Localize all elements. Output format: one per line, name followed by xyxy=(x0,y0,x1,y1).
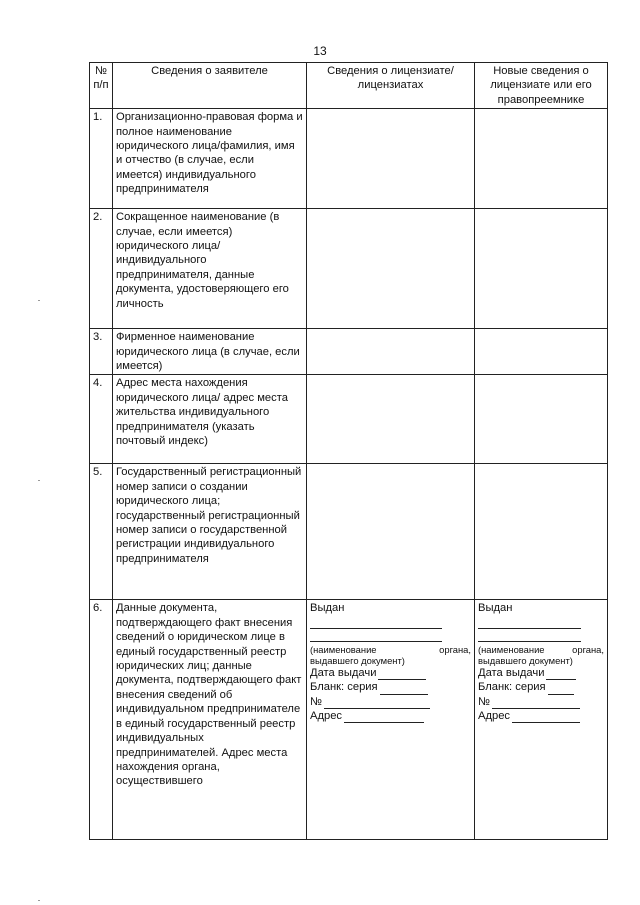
address-field[interactable] xyxy=(344,711,424,723)
table-row xyxy=(90,464,608,600)
issue-date-label: Дата выдачи xyxy=(310,666,377,679)
scan-artifact xyxy=(38,300,40,301)
form-series-label: Бланк: серия xyxy=(310,681,378,694)
issue-date-label: Дата выдачи xyxy=(478,666,545,679)
page-number: 13 xyxy=(313,44,327,58)
row-number: 5. xyxy=(90,464,113,600)
licensee-cell[interactable] xyxy=(307,209,475,329)
address-field[interactable] xyxy=(512,711,580,723)
row-number: 3. xyxy=(90,329,113,375)
licensee-cell[interactable] xyxy=(307,109,475,209)
row-number: 1. xyxy=(90,109,113,209)
new-info-cell[interactable] xyxy=(475,109,608,209)
license-info-table xyxy=(89,62,608,840)
row-label: Адрес места нахождения юридического лица/ адрес места жительства индивидуального предпринимателя (указать почтовый индекс) xyxy=(113,375,307,464)
number-field[interactable] xyxy=(324,697,430,709)
row-label: Фирменное наименование юридического лица (в случае, если имеется) xyxy=(113,329,307,375)
table-row xyxy=(90,600,608,840)
licensee-cell[interactable] xyxy=(307,464,475,600)
form-series-field[interactable] xyxy=(380,683,428,695)
table-row xyxy=(90,209,608,329)
form-series-label: Бланк: серия xyxy=(478,681,546,694)
new-info-cell[interactable] xyxy=(475,209,608,329)
table-row xyxy=(90,375,608,464)
row-label: Сокращенное наименование (в случае, если имеется) юридического лица/ индивидуального предпринимателя, данные документа, удостоверяющего его личность xyxy=(113,209,307,329)
issuer-note: выдавшего документ) xyxy=(478,654,573,666)
new-info-cell[interactable] xyxy=(475,464,608,600)
table-row xyxy=(90,329,608,375)
row-label: Государственный регистрационный номер записи о создании юридического лица; государственный регистрационный номер записи о государственной регистрации индивидуального предпринимателя xyxy=(113,464,307,600)
address-label: Адрес xyxy=(310,710,343,723)
issued-by-line[interactable] xyxy=(478,630,581,642)
issuer-note: (наименование xyxy=(310,643,377,655)
scan-artifact xyxy=(38,900,40,901)
header-licensee: Сведения о лицензиате/лицензиатах xyxy=(307,63,475,109)
row-number: 6. xyxy=(90,600,113,840)
row-number: 4. xyxy=(90,375,113,464)
number-field[interactable] xyxy=(492,697,580,709)
form-series-field[interactable] xyxy=(548,683,574,695)
address-label: Адрес xyxy=(478,710,511,723)
licensee-cell[interactable] xyxy=(307,375,475,464)
issue-date-field[interactable] xyxy=(378,668,426,680)
licensee-cell[interactable] xyxy=(307,329,475,375)
row-label: Организационно-правовая форма и полное наименование юридического лица/фамилия, имя и отчество (в случае, если имеется) индивидуального предпринимателя xyxy=(113,109,307,209)
new-info-cell[interactable] xyxy=(475,329,608,375)
new-issued-block xyxy=(475,600,608,840)
licensee-issued-block xyxy=(307,600,475,840)
number-label: № xyxy=(310,695,323,708)
issuer-note: органа, xyxy=(572,643,604,655)
table-header-row xyxy=(90,63,608,109)
issued-label: Выдан xyxy=(478,602,513,615)
issuer-note: (наименование xyxy=(478,643,545,655)
issued-by-line[interactable] xyxy=(310,617,442,629)
header-applicant: Сведения о заявителе xyxy=(113,63,307,109)
header-num: № п/п xyxy=(90,63,113,109)
row-label: Данные документа, подтверждающего факт внесения сведений о юридическом лице в единый государственный реестр юридических лиц; данные документа, подтверждающего факт внесения сведений об индивидуальном предпринимателе в единый государственный реестр индивидуальных предпринимателей. Адрес места нахождения органа, осуществившего xyxy=(113,600,307,840)
issued-label: Выдан xyxy=(310,602,345,615)
issued-by-line[interactable] xyxy=(478,617,581,629)
row-number: 2. xyxy=(90,209,113,329)
issuer-note: выдавшего документ) xyxy=(310,654,405,666)
issuer-note: органа, xyxy=(439,643,471,655)
scan-artifact xyxy=(38,480,40,481)
header-new-info: Новые сведения о лицензиате или его правопреемнике xyxy=(475,63,608,109)
issued-by-line[interactable] xyxy=(310,630,442,642)
new-info-cell[interactable] xyxy=(475,375,608,464)
number-label: № xyxy=(478,695,491,708)
issue-date-field[interactable] xyxy=(546,668,576,680)
table-row xyxy=(90,109,608,209)
